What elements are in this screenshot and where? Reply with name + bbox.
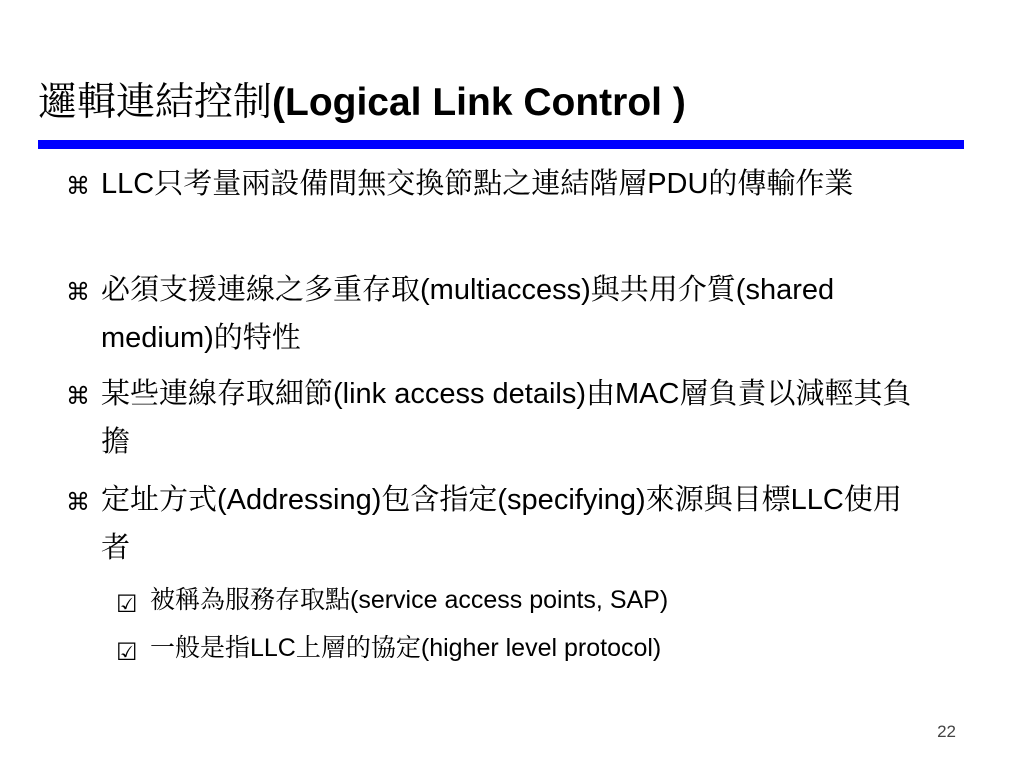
command-key-icon: ⌘ xyxy=(66,488,90,516)
page-number: 22 xyxy=(937,722,956,741)
sub-bullet-text: 被稱為服務存取點(service access points, SAP) xyxy=(150,586,669,614)
boxed-check-icon: ☑ xyxy=(116,590,138,618)
command-key-icon: ⌘ xyxy=(66,382,90,410)
bullet-text: LLC只考量兩設備間無交換節點之連結階層PDU的傳輸作業 xyxy=(101,168,854,200)
bullet-item xyxy=(66,266,926,362)
title-underline-rule xyxy=(38,140,964,149)
sub-bullet-item xyxy=(116,580,976,620)
boxed-check-icon: ☑ xyxy=(116,638,138,666)
bullet-item xyxy=(66,160,926,208)
slide-title-chinese: 邏輯連結控制 xyxy=(38,80,273,125)
command-key-icon: ⌘ xyxy=(66,278,90,306)
bullet-item xyxy=(66,370,926,466)
slide-title xyxy=(38,74,988,132)
sub-bullet-text: 一般是指LLC上層的協定(higher level protocol) xyxy=(150,634,662,662)
bullet-text: 定址方式(Addressing)包含指定(specifying)來源與目標LLC使用者 xyxy=(101,484,902,564)
bullet-item xyxy=(66,476,926,572)
bullet-text: 必須支援連線之多重存取(multiaccess)與共用介質(shared medium)的特性 xyxy=(101,274,835,354)
bullet-text: 某些連線存取細節(link access details)由MAC層負責以減輕其負擔 xyxy=(101,378,912,458)
command-key-icon: ⌘ xyxy=(66,172,90,200)
sub-bullet-item xyxy=(116,628,976,668)
slide-title-english: (Logical Link Control ) xyxy=(272,81,686,124)
